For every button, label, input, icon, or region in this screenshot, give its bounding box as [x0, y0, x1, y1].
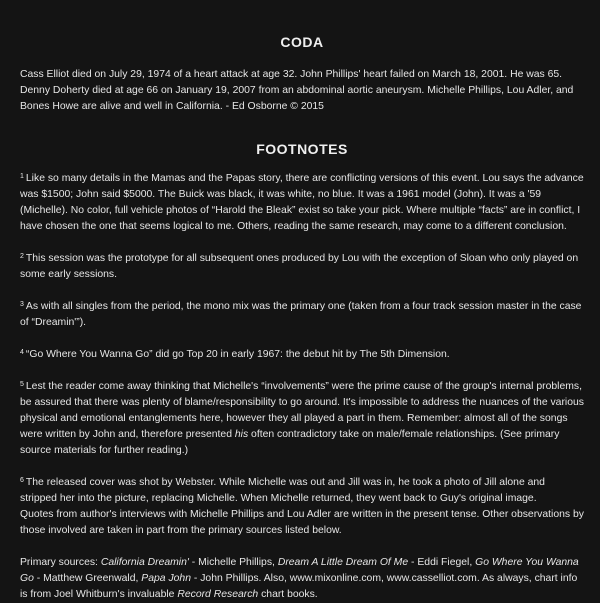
footnote-number: 3 — [20, 301, 24, 308]
footnote-number: 2 — [20, 253, 24, 260]
footnote-text: Like so many details in the Mamas and the Papas story, there are conflicting versions of this event. Lou says the advance was $1500; John said $5000. The Buick was black, it was white, no blue. It was a 1961 model (John). It was a '59 (Michelle). No color, full vehicle photos of “Harold the Bleak” exist so take your pick. Where multiple “facts” are in conflict, I have chosen the one that seems logical to me. Others, reading the same research, may come to a different conclusion. — [20, 173, 584, 232]
source-title: Go Where You Wanna Go — [20, 557, 579, 584]
footnote-6 — [20, 475, 584, 507]
footnote-number: 1 — [20, 173, 24, 180]
footnote-text-continued: often contradictory take on male/female relationships. (See primary source materials for further reading.) — [20, 429, 560, 456]
sources-tail: chart books. — [258, 589, 318, 600]
source-title: California Dreamin' — [100, 557, 189, 568]
footnote-text: This session was the prototype for all subsequent ones produced by Lou with the exception of Sloan who only played on some early sessions. — [20, 253, 579, 280]
footnotes-list — [20, 171, 584, 539]
footnote-number: 4 — [20, 349, 24, 356]
footnote-text: “Go Where You Wanna Go” did go Top 20 in early 1967: the debut hit by The 5th Dimension. — [25, 349, 450, 360]
footnotes-heading: FOOTNOTES — [256, 141, 348, 157]
footnote-4 — [20, 347, 584, 363]
coda-heading: CODA — [280, 34, 324, 50]
footnote-5 — [20, 379, 584, 459]
footnote-text: Lest the reader come away thinking that Michelle's “involvements” were the prime cause of the group's internal problems, be assured that there was plenty of blame/responsibility to go around. It's impossible to address the nuances of the various physical and emotional entanglements here, however they all played a part in them. Remember: almost all of the songs were written by John and, therefore presented — [20, 381, 584, 440]
footnote-emphasis: his — [234, 429, 249, 440]
footnote-text: As with all singles from the period, the mono mix was the primary one (taken from a four track session master in the case of “Dreamin'”). — [20, 301, 582, 328]
coda-paragraph: Cass Elliot died on July 29, 1974 of a heart attack at age 32. John Phillips' heart failed on March 18, 2001. He was 65. Denny Doherty died at age 66 on January 19, 2007 from an abdominal aortic aneurysm. Michelle Phillips, Lou Adler, and Bones Howe are alive and well in California. - Ed Osborne © 2015 — [20, 69, 574, 112]
source-title: Record Research — [177, 589, 259, 600]
source-author: - John Phillips. Also, www.mixonline.com, www.casselliot.com. As always, chart info is from Joel Whitburn's invaluable — [20, 573, 578, 600]
quotes-note: Quotes from author's interviews with Michelle Phillips and Lou Adler are written in the present tense. Other observations by those involved are taken in part from the primary sources listed below. — [20, 509, 584, 536]
footnote-number: 5 — [20, 381, 24, 388]
source-author: - Matthew Greenwald, — [33, 573, 142, 584]
footnote-1 — [20, 171, 584, 235]
footnote-number: 6 — [20, 477, 24, 484]
footnote-text: The released cover was shot by Webster. While Michelle was out and Jill was in, he took a photo of Jill alone and stripped her into the picture, replacing Michelle. When Michelle returned, they went back to Guy's original image. — [20, 477, 545, 504]
footnote-3 — [20, 299, 584, 331]
primary-sources — [20, 555, 584, 603]
source-title: Papa John — [141, 573, 191, 584]
source-author: - Michelle Phillips, — [188, 557, 278, 568]
sources-label: Primary sources: — [20, 557, 101, 568]
source-author: - Eddi Fiegel, — [408, 557, 476, 568]
footnote-2 — [20, 251, 584, 283]
source-title: Dream A Little Dream Of Me — [277, 557, 409, 568]
